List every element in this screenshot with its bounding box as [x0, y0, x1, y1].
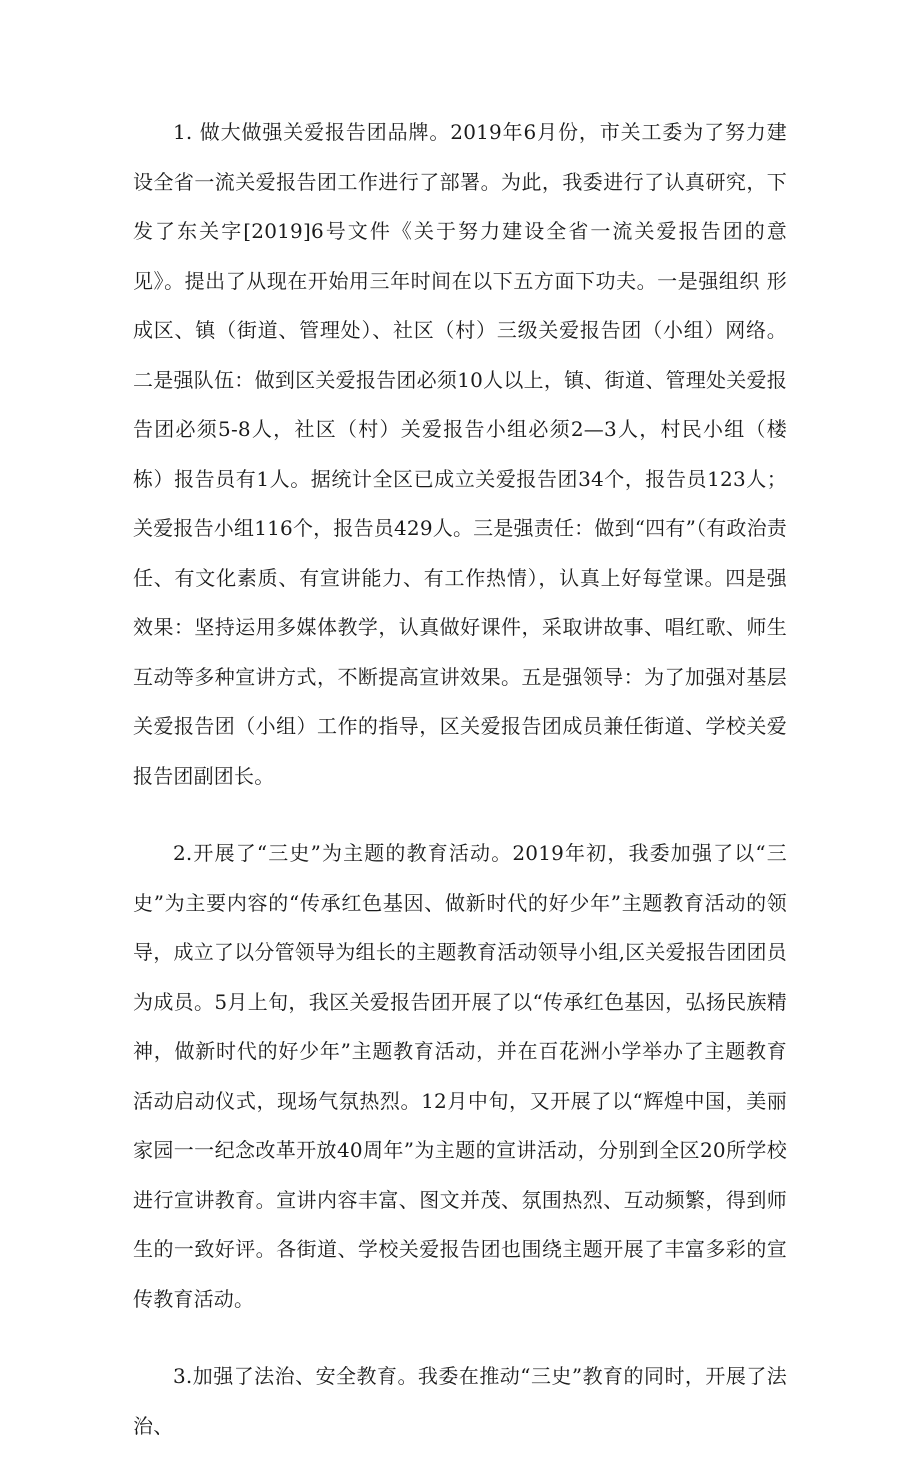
paragraph-three-histories-education: 2.开展了“三史”为主题的教育活动。2019年初，我委加强了以“三史”为主要内容的“传承红色基因、做新时代的好少年”主题教育活动的领导，成立了以分管领导为组长的主题教育活动领导小组,区关爱报告团团员为成员。5月上旬，我区关爱报告团开展了以“传承红色基因，弘扬民族精神，做新时代的好少年”主题教育活动，并在百花洲小学举办了主题教育活动启动仪式，现场气氛热烈。12月中旬，又开展了以“辉煌中国，美丽家园一一纪念改革开放40周年”为主题的宣讲活动，分别到全区20所学校进行宣讲教育。宣讲内容丰富、图文并茂、氛围热烈、互动频繁，得到师生的一致好评。各街道、学校关爱报告团也围绕主题开展了丰富多彩的宣传教育活动。 [133, 841, 787, 1311]
paragraph-law-safety-education: 3.加强了法治、安全教育。我委在推动“三史”教育的同时，开展了法治、 [133, 1364, 787, 1438]
document-body [133, 108, 787, 1479]
paragraph-reporting-group-brand: 1. 做大做强关爱报告团品牌。2019年6月份，市关工委为了努力建设全省一流关爱报告团工作进行了部署。为此，我委进行了认真研究，下发了东关字[2019]6号文件《关于努力建设全省一流关爱报告团的意见》。提出了从现在开始用三年时间在以下五方面下功夫。一是强组织 形成区、镇（街道、管理处）、社区（村）三级关爱报告团（小组）网络。二是强队伍：做到区关爱报告团必须10人以上，镇、街道、管理处关爱报告团必须5-8人，社区（村）关爱报告小组必须2—3人，村民小组（楼栋）报告员有1人。据统计全区已成立关爱报告团34个，报告员123人；关爱报告小组116个，报告员429人。三是强责任：做到“四有”（有政治责任、有文化素质、有宣讲能力、有工作热情），认真上好每堂课。四是强效果：坚持运用多媒体教学，认真做好课件，采取讲故事、唱红歌、师生互动等多种宣讲方式，不断提高宣讲效果。五是强领导：为了加强对基层关爱报告团（小组）工作的指导，区关爱报告团成员兼任街道、学校关爱报告团副团长。 [133, 120, 787, 788]
